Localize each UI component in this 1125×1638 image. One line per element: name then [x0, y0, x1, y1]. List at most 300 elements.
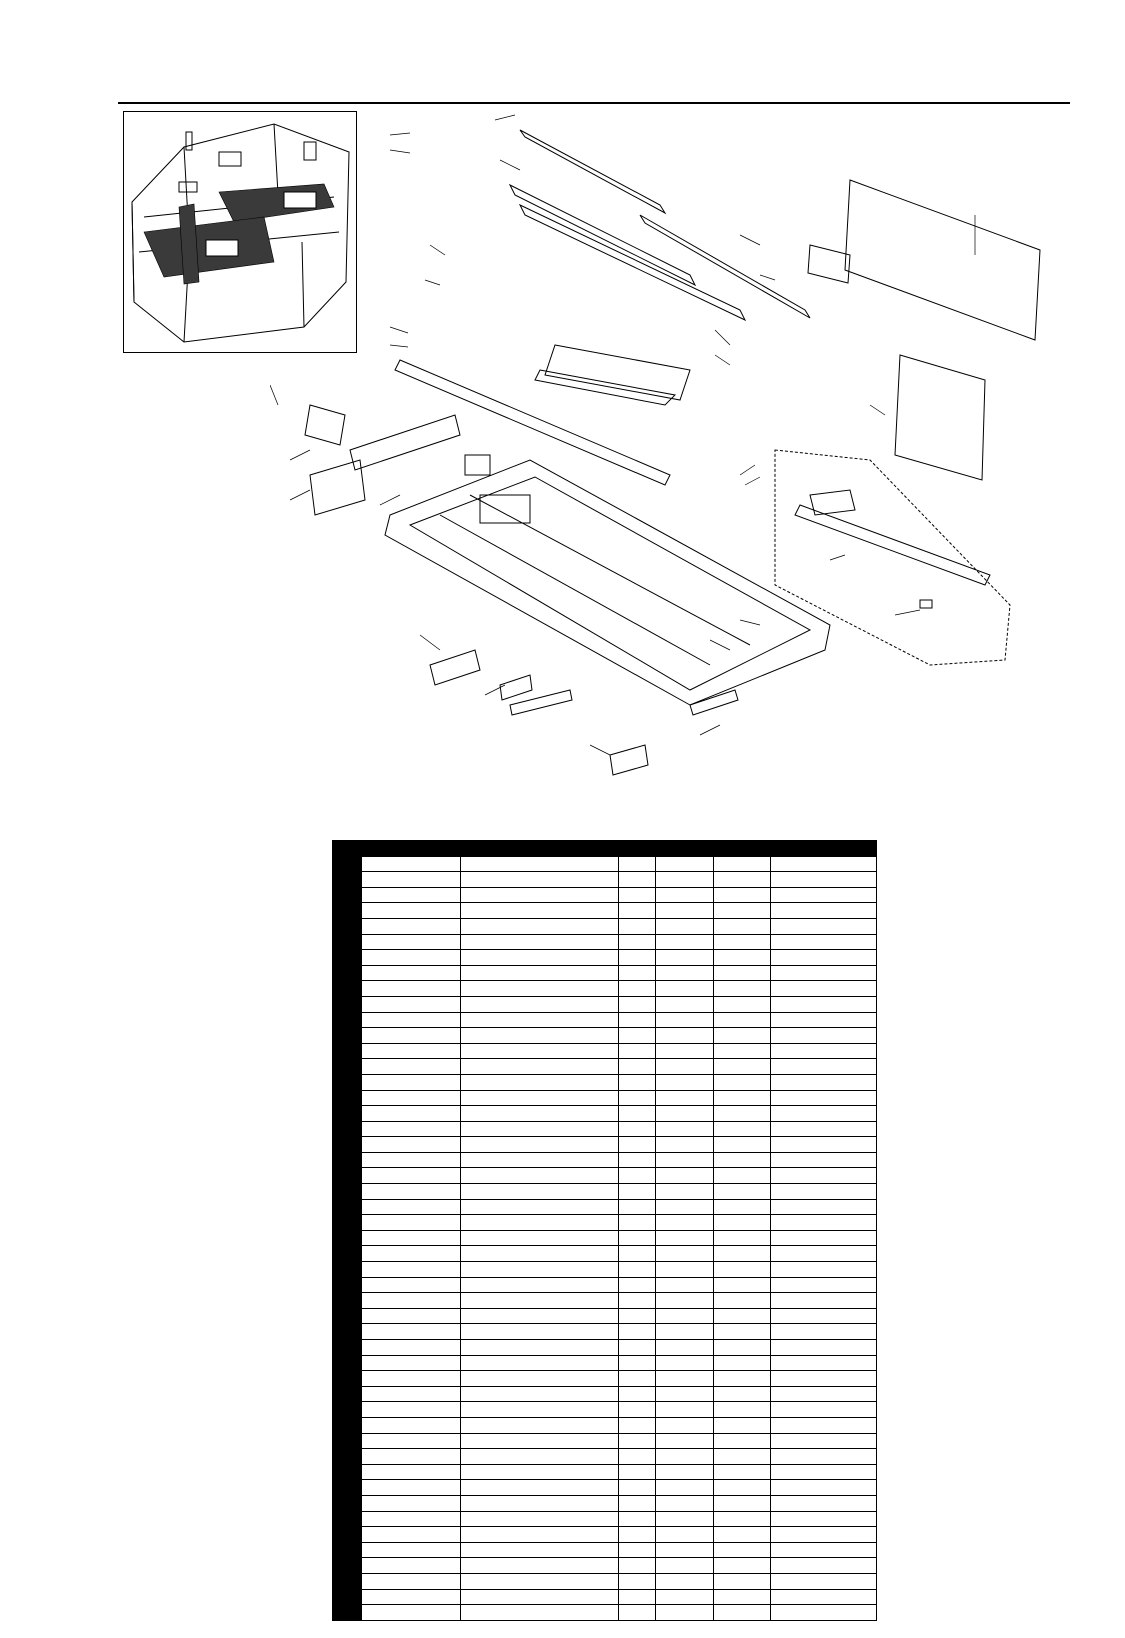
table-cell	[362, 981, 461, 997]
table-cell	[333, 1277, 362, 1293]
table-cell	[619, 1137, 656, 1153]
table-cell	[619, 1480, 656, 1496]
table-cell	[461, 1386, 619, 1402]
table-row	[333, 1386, 877, 1402]
table-cell	[656, 1012, 714, 1028]
table-cell	[714, 1043, 771, 1059]
table-cell	[461, 1480, 619, 1496]
lower-strip-2	[690, 690, 738, 715]
table-cell	[771, 1059, 877, 1075]
inset-callout-2	[206, 240, 238, 256]
table-cell	[656, 1417, 714, 1433]
table-cell	[362, 1059, 461, 1075]
table-cell	[333, 1371, 362, 1387]
table-cell	[619, 1355, 656, 1371]
table-cell	[619, 1495, 656, 1511]
table-cell	[461, 1059, 619, 1075]
table-cell	[362, 918, 461, 934]
table-cell	[461, 1215, 619, 1231]
table-cell	[461, 903, 619, 919]
table-cell	[461, 872, 619, 888]
table-cell	[333, 965, 362, 981]
table-cell	[656, 1324, 714, 1340]
table-cell	[362, 1386, 461, 1402]
table-cell	[771, 1199, 877, 1215]
lower-rail	[395, 360, 670, 485]
table-cell	[333, 1573, 362, 1589]
table-cell	[333, 1121, 362, 1137]
table-cell	[461, 1090, 619, 1106]
table-cell	[619, 934, 656, 950]
table-cell	[619, 872, 656, 888]
table-cell	[619, 1324, 656, 1340]
table-cell	[771, 1558, 877, 1574]
table-row	[333, 1168, 877, 1184]
table-cell	[771, 1168, 877, 1184]
table-cell	[771, 903, 877, 919]
table-cell	[656, 1028, 714, 1044]
table-row	[333, 1293, 877, 1309]
table-row	[333, 1464, 877, 1480]
table-cell	[714, 841, 771, 857]
table-cell	[333, 841, 362, 857]
table-cell	[619, 1589, 656, 1605]
table-cell	[656, 1106, 714, 1122]
table-row	[333, 1308, 877, 1324]
table-cell	[619, 1573, 656, 1589]
table-cell	[771, 1152, 877, 1168]
table-cell	[714, 1480, 771, 1496]
table-cell	[333, 1246, 362, 1262]
table-cell	[362, 1277, 461, 1293]
table-cell	[362, 1449, 461, 1465]
table-cell	[619, 841, 656, 857]
table-cell	[714, 1308, 771, 1324]
table-cell	[714, 903, 771, 919]
left-bracket	[305, 405, 345, 445]
table-cell	[619, 903, 656, 919]
table-cell	[656, 1293, 714, 1309]
table-row	[333, 1028, 877, 1044]
table-cell	[714, 1324, 771, 1340]
table-cell	[619, 1464, 656, 1480]
table-cell	[619, 1527, 656, 1543]
table-row	[333, 1433, 877, 1449]
table-cell	[656, 1059, 714, 1075]
table-cell	[656, 981, 714, 997]
table-cell	[619, 1184, 656, 1200]
option-rail	[795, 505, 990, 585]
table-cell	[714, 934, 771, 950]
table-cell	[461, 1293, 619, 1309]
table-cell	[771, 1464, 877, 1480]
table-cell	[656, 1074, 714, 1090]
table-cell	[362, 872, 461, 888]
table-cell	[333, 1152, 362, 1168]
table-row	[333, 1137, 877, 1153]
table-cell	[714, 1402, 771, 1418]
table-cell	[362, 841, 461, 857]
header-rule	[118, 102, 1070, 104]
table-cell	[461, 1371, 619, 1387]
table-row	[333, 934, 877, 950]
table-cell	[461, 1246, 619, 1262]
table-cell	[461, 1230, 619, 1246]
table-cell	[619, 1293, 656, 1309]
table-cell	[362, 1495, 461, 1511]
table-cell	[333, 1511, 362, 1527]
table-cell	[714, 918, 771, 934]
table-cell	[714, 1168, 771, 1184]
table-cell	[656, 1589, 714, 1605]
table-cell	[714, 1386, 771, 1402]
table-cell	[656, 887, 714, 903]
table-cell	[619, 1277, 656, 1293]
table-cell	[656, 1511, 714, 1527]
table-cell	[714, 965, 771, 981]
table-cell	[333, 1340, 362, 1356]
table-cell	[362, 1402, 461, 1418]
lower-block-2	[500, 675, 532, 700]
table-cell	[461, 1277, 619, 1293]
table-cell	[619, 1043, 656, 1059]
table-cell	[714, 1106, 771, 1122]
table-cell	[771, 1589, 877, 1605]
table-cell	[656, 1137, 714, 1153]
table-row	[333, 1262, 877, 1278]
table-header-row	[333, 841, 877, 857]
table-cell	[333, 1355, 362, 1371]
table-row	[333, 1215, 877, 1231]
table-cell	[362, 856, 461, 872]
table-cell	[656, 1121, 714, 1137]
table-row	[333, 1449, 877, 1465]
table-cell	[619, 1402, 656, 1418]
frame-rail-b	[440, 515, 710, 665]
table-row	[333, 1511, 877, 1527]
table-cell	[771, 950, 877, 966]
table-cell	[362, 1090, 461, 1106]
table-cell	[362, 1106, 461, 1122]
table-cell	[333, 1605, 362, 1621]
table-cell	[619, 856, 656, 872]
table-cell	[619, 981, 656, 997]
table-cell	[461, 1464, 619, 1480]
table-cell	[333, 1386, 362, 1402]
table-cell	[461, 1511, 619, 1527]
table-cell	[362, 996, 461, 1012]
table-cell	[362, 1121, 461, 1137]
table-cell	[771, 1573, 877, 1589]
table-cell	[714, 1449, 771, 1465]
table-cell	[333, 1215, 362, 1231]
table-cell	[619, 1246, 656, 1262]
mid-plate	[545, 345, 690, 400]
table-cell	[362, 1230, 461, 1246]
table-cell	[656, 1433, 714, 1449]
table-cell	[619, 887, 656, 903]
table-cell	[619, 1152, 656, 1168]
table-cell	[461, 856, 619, 872]
parts-list-table	[332, 840, 877, 1621]
table-row	[333, 1012, 877, 1028]
table-cell	[714, 1184, 771, 1200]
table-cell	[619, 996, 656, 1012]
table-cell	[333, 1059, 362, 1075]
table-cell	[656, 1371, 714, 1387]
table-cell	[714, 1340, 771, 1356]
table-cell	[771, 1277, 877, 1293]
table-row	[333, 1402, 877, 1418]
table-cell	[656, 1043, 714, 1059]
table-cell	[714, 1589, 771, 1605]
table-cell	[771, 1386, 877, 1402]
table-cell	[714, 1542, 771, 1558]
table-cell	[362, 1028, 461, 1044]
long-beam-2	[520, 205, 745, 320]
table-cell	[362, 1215, 461, 1231]
table-cell	[619, 1308, 656, 1324]
table-cell	[714, 1605, 771, 1621]
table-cell	[771, 1121, 877, 1137]
table-cell	[362, 1293, 461, 1309]
table-cell	[461, 1137, 619, 1153]
table-row	[333, 981, 877, 997]
table-cell	[362, 1246, 461, 1262]
table-cell	[619, 1090, 656, 1106]
table-cell	[362, 1340, 461, 1356]
table-cell	[619, 950, 656, 966]
table-cell	[714, 1417, 771, 1433]
table-cell	[771, 1246, 877, 1262]
table-cell	[461, 981, 619, 997]
table-cell	[362, 903, 461, 919]
table-cell	[771, 965, 877, 981]
table-cell	[714, 1262, 771, 1278]
table-cell	[656, 1090, 714, 1106]
table-cell	[656, 1480, 714, 1496]
table-cell	[771, 856, 877, 872]
long-beam-1	[510, 185, 695, 285]
table-cell	[771, 1542, 877, 1558]
table-cell	[714, 1074, 771, 1090]
table-row	[333, 1230, 877, 1246]
table-row	[333, 1495, 877, 1511]
table-cell	[656, 1168, 714, 1184]
table-cell	[656, 1386, 714, 1402]
table-cell	[362, 1527, 461, 1543]
table-cell	[362, 1589, 461, 1605]
mid-plate-2	[535, 370, 675, 405]
table-row	[333, 965, 877, 981]
table-cell	[656, 1277, 714, 1293]
table-cell	[656, 1464, 714, 1480]
table-cell	[333, 1542, 362, 1558]
table-cell	[771, 918, 877, 934]
frame-inner	[410, 477, 810, 690]
table-cell	[333, 996, 362, 1012]
table-cell	[771, 1262, 877, 1278]
table-row	[333, 918, 877, 934]
table-cell	[333, 1449, 362, 1465]
table-cell	[656, 903, 714, 919]
table-cell	[771, 1340, 877, 1356]
table-cell	[714, 1464, 771, 1480]
table-cell	[656, 1558, 714, 1574]
table-cell	[619, 1417, 656, 1433]
table-cell	[461, 1355, 619, 1371]
table-cell	[333, 872, 362, 888]
table-row	[333, 1558, 877, 1574]
table-cell	[333, 1589, 362, 1605]
table-cell	[333, 1074, 362, 1090]
table-cell	[333, 1137, 362, 1153]
table-cell	[656, 1542, 714, 1558]
table-row	[333, 996, 877, 1012]
table-cell	[461, 1495, 619, 1511]
table-row	[333, 1277, 877, 1293]
table-cell	[656, 934, 714, 950]
table-cell	[362, 1433, 461, 1449]
table-cell	[461, 996, 619, 1012]
table-cell	[771, 1230, 877, 1246]
table-cell	[362, 1464, 461, 1480]
table-cell	[461, 1028, 619, 1044]
table-cell	[656, 965, 714, 981]
table-cell	[333, 1106, 362, 1122]
table-cell	[771, 1605, 877, 1621]
table-cell	[461, 1199, 619, 1215]
table-cell	[714, 1012, 771, 1028]
table-cell	[461, 1605, 619, 1621]
table-cell	[362, 1199, 461, 1215]
table-row	[333, 1090, 877, 1106]
table-cell	[714, 981, 771, 997]
table-cell	[771, 1137, 877, 1153]
table-cell	[656, 1495, 714, 1511]
table-cell	[714, 1246, 771, 1262]
table-cell	[714, 1277, 771, 1293]
table-cell	[619, 1215, 656, 1231]
table-cell	[771, 1090, 877, 1106]
table-cell	[771, 1012, 877, 1028]
table-cell	[771, 1527, 877, 1543]
table-cell	[461, 1168, 619, 1184]
table-cell	[714, 856, 771, 872]
table-cell	[656, 1246, 714, 1262]
table-cell	[771, 1106, 877, 1122]
table-cell	[771, 1308, 877, 1324]
table-cell	[656, 1215, 714, 1231]
table-cell	[619, 1106, 656, 1122]
table-cell	[771, 1480, 877, 1496]
table-cell	[333, 934, 362, 950]
table-cell	[656, 1573, 714, 1589]
table-cell	[461, 934, 619, 950]
table-cell	[362, 1168, 461, 1184]
table-cell	[362, 934, 461, 950]
table-cell	[362, 950, 461, 966]
table-cell	[461, 1043, 619, 1059]
table-cell	[656, 1230, 714, 1246]
table-row	[333, 1605, 877, 1621]
table-cell	[771, 1028, 877, 1044]
left-base-plate	[310, 460, 365, 515]
table-cell	[771, 1293, 877, 1309]
table-cell	[656, 950, 714, 966]
table-cell	[362, 1152, 461, 1168]
right-panel	[845, 180, 1040, 340]
table-row	[333, 1074, 877, 1090]
table-cell	[333, 1324, 362, 1340]
table-cell	[656, 872, 714, 888]
table-row	[333, 1371, 877, 1387]
table-cell	[333, 1558, 362, 1574]
table-cell	[656, 1355, 714, 1371]
table-cell	[771, 1043, 877, 1059]
table-row	[333, 1527, 877, 1543]
table-cell	[714, 1059, 771, 1075]
table-cell	[362, 1480, 461, 1496]
table-cell	[619, 1012, 656, 1028]
table-cell	[714, 1511, 771, 1527]
left-channel	[350, 415, 460, 470]
table-cell	[362, 887, 461, 903]
table-cell	[461, 1527, 619, 1543]
table-row	[333, 1480, 877, 1496]
table-cell	[771, 1371, 877, 1387]
table-cell	[461, 1262, 619, 1278]
table-cell	[333, 918, 362, 934]
table-cell	[333, 981, 362, 997]
table-cell	[771, 1402, 877, 1418]
frame-rail-a	[470, 495, 750, 645]
table-cell	[333, 1184, 362, 1200]
table-row	[333, 1199, 877, 1215]
table-row	[333, 1340, 877, 1356]
table-cell	[619, 1449, 656, 1465]
parts-table-body	[333, 841, 877, 1621]
table-cell	[619, 1168, 656, 1184]
table-cell	[656, 856, 714, 872]
table-cell	[714, 1495, 771, 1511]
table-row	[333, 1246, 877, 1262]
table-cell	[333, 1402, 362, 1418]
table-cell	[619, 1558, 656, 1574]
table-cell	[461, 950, 619, 966]
table-row	[333, 1106, 877, 1122]
table-row	[333, 1184, 877, 1200]
main-frame	[385, 460, 830, 705]
table-cell	[333, 1464, 362, 1480]
table-cell	[362, 1417, 461, 1433]
table-cell	[771, 1074, 877, 1090]
table-cell	[714, 1028, 771, 1044]
table-cell	[771, 1417, 877, 1433]
table-cell	[656, 996, 714, 1012]
table-cell	[771, 1449, 877, 1465]
table-cell	[333, 1433, 362, 1449]
table-cell	[619, 1262, 656, 1278]
table-cell	[619, 1433, 656, 1449]
table-cell	[362, 1137, 461, 1153]
table-cell	[656, 1152, 714, 1168]
table-row	[333, 1417, 877, 1433]
table-cell	[461, 1573, 619, 1589]
table-cell	[619, 1230, 656, 1246]
table-cell	[333, 1230, 362, 1246]
small-clip	[920, 600, 932, 608]
